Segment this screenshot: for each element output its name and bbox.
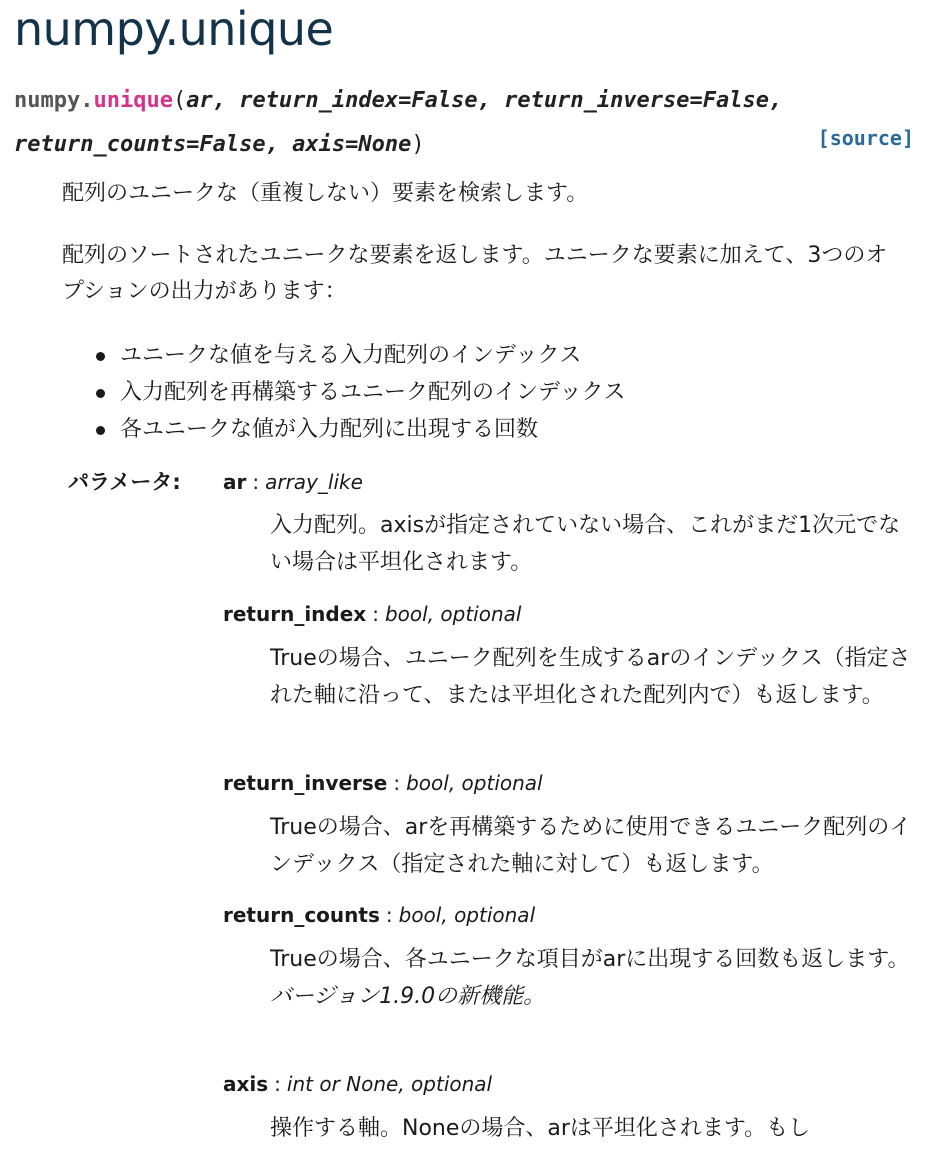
version-added-note: バージョン1.9.0の新機能。: [270, 984, 546, 1009]
param-type: bool, optional: [384, 602, 522, 626]
signature-function-name: unique: [93, 88, 173, 113]
signature-params-line-2: return_counts=False, axis=None: [14, 132, 412, 157]
param-return-index: [223, 596, 521, 632]
param-return-counts: [223, 897, 535, 933]
extended-description: 配列のソートされたユニークな要素を返します。ユニークな要素に加えて、3つのオプションの出力があります：: [62, 243, 888, 304]
parameters-heading: パラメータ:: [68, 470, 181, 494]
param-ar: [223, 464, 363, 500]
param-type: int or None, optional: [286, 1072, 493, 1096]
param-type: bool, optional: [406, 771, 543, 795]
source-link[interactable]: [source]: [817, 126, 914, 150]
param-type: bool, optional: [398, 903, 536, 927]
signature-module-prefix: numpy.: [14, 88, 94, 113]
param-colon: :: [385, 903, 393, 927]
param-name: return_index: [223, 602, 367, 626]
param-description-text: Trueの場合、各ユニークな項目がarに出現する回数も返します。: [270, 947, 910, 972]
param-return-inverse: [223, 765, 543, 801]
param-name: return_inverse: [223, 771, 388, 795]
output-options-list: [62, 337, 625, 448]
function-signature-continued: [14, 130, 914, 160]
param-name: ar: [223, 470, 247, 494]
summary-text: 配列のユニークな（重複しない）要素を検索します。: [62, 181, 589, 206]
signature-open-paren: (: [172, 88, 187, 113]
page-title: numpy.unique: [14, 2, 334, 56]
param-colon: :: [252, 470, 260, 494]
param-colon: :: [393, 771, 401, 795]
param-name: return_counts: [223, 903, 380, 927]
list-item: ユニークな値を与える入力配列のインデックス: [62, 337, 625, 374]
list-item: 入力配列を再構築するユニーク配列のインデックス: [62, 374, 625, 411]
param-description: Trueの場合、arを再構築するために使用できるユニーク配列のインデックス（指定された軸に対して）も返します。: [270, 815, 912, 877]
list-item: 各ユニークな値が入力配列に出現する回数: [62, 411, 625, 448]
param-description: Trueの場合、ユニーク配列を生成するarのインデックス（指定された軸に沿って、または平坦化された配列内で）も返します。: [270, 646, 911, 708]
signature-params-line-1: ar, return_index=False, return_inverse=False,: [186, 88, 783, 113]
param-axis: [223, 1066, 492, 1102]
param-type: array_like: [265, 470, 363, 494]
signature-close-paren: ): [411, 132, 425, 157]
param-name: axis: [223, 1072, 269, 1096]
param-description: 入力配列。axisが指定されていない場合、これがまだ1次元でない場合は平坦化されます。: [270, 513, 901, 575]
param-description: [270, 941, 920, 1015]
function-signature: [14, 86, 914, 116]
param-colon: :: [372, 602, 379, 626]
param-description: 操作する軸。Noneの場合、arは平坦化されます。もし: [270, 1116, 811, 1141]
param-colon: :: [274, 1072, 281, 1096]
